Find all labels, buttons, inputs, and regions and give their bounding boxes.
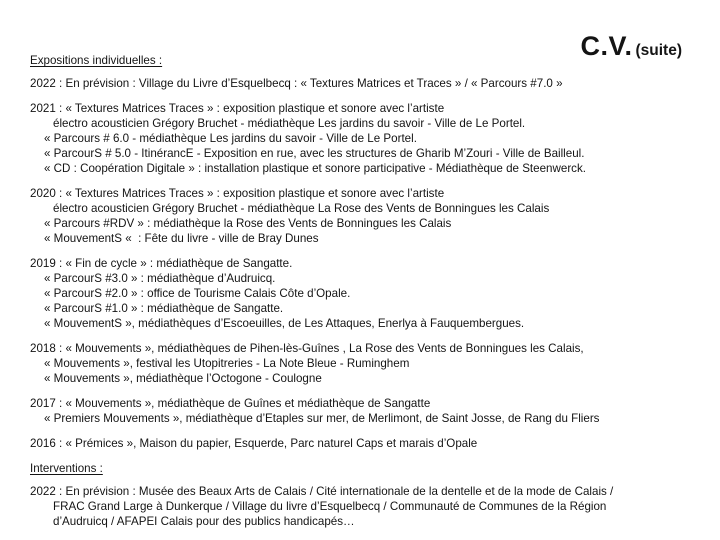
cv-line: FRAC Grand Large à Dunkerque / Village du livre d’Esquelbecq / Communauté de Communes de la Région <box>53 500 607 513</box>
cv-line: 2020 : « Textures Matrices Traces » : exposition plastique et sonore avec l’artiste <box>30 187 445 200</box>
cv-line: « Premiers Mouvements », médiathèque d’Etaples sur mer, de Merlimont, de Saint Josse, de Rang du Fliers <box>44 412 600 425</box>
cv-entry-2017 <box>30 396 710 426</box>
cv-line: « MouvementS « : Fête du livre - ville de Bray Dunes <box>44 232 319 245</box>
cv-line: 2022 : En prévision : Village du Livre d’Esquelbecq : « Textures Matrices et Traces » / « Parcours #7.0 » <box>30 77 563 90</box>
cv-line: 2016 : « Prémices », Maison du papier, Esquerde, Parc naturel Caps et marais d’Opale <box>30 437 478 450</box>
page-title <box>580 31 682 62</box>
cv-entry-2022 <box>30 484 710 529</box>
cv-content <box>30 53 710 529</box>
cv-line: « Parcours # 6.0 - médiathèque Les jardins du savoir - Ville de Le Portel. <box>44 132 417 145</box>
cv-section <box>30 53 710 451</box>
cv-line: « ParcourS #2.0 » : office de Tourisme Calais Côte d’Opale. <box>44 287 351 300</box>
cv-entry-2016 <box>30 436 710 451</box>
cv-line: « ParcourS #3.0 » : médiathèque d’Audruicq. <box>44 272 276 285</box>
cv-line: 2018 : « Mouvements », médiathèques de Pihen-lès-Guînes , La Rose des Vents de Bonningues les Calais, <box>30 342 584 355</box>
cv-title-main: C.V. <box>580 31 633 61</box>
cv-line: « ParcourS #1.0 » : médiathèque de Sangatte. <box>44 302 284 315</box>
cv-title-suffix: (suite) <box>635 42 682 59</box>
cv-entry-2021 <box>30 101 710 176</box>
cv-entry-2019 <box>30 256 710 331</box>
cv-line: « Parcours #RDV » : médiathèque la Rose des Vents de Bonningues les Calais <box>44 217 452 230</box>
cv-line: « ParcourS # 5.0 - ItinérancE - Exposition en rue, avec les structures de Gharib M’Zouri - Ville de Bailleul. <box>44 147 585 160</box>
cv-line: « CD : Coopération Digitale » : installation plastique et sonore participative - Médiathèque de Steenwerck. <box>44 162 586 175</box>
cv-line: 2022 : En prévision : Musée des Beaux Arts de Calais / Cité internationale de la dentelle et de la mode de Calais / <box>30 485 614 498</box>
cv-line: « MouvementS », médiathèques d’Escoeuilles, de Les Attaques, Enerlya à Fauquembergues. <box>44 317 525 330</box>
cv-entry-2022 <box>30 76 710 91</box>
cv-entry-2020 <box>30 186 710 246</box>
section-heading: Expositions individuelles : <box>30 54 163 67</box>
cv-line: électro acousticien Grégory Bruchet - médiathèque La Rose des Vents de Bonningues les Calais <box>53 202 550 215</box>
cv-line: « Mouvements », médiathèque l’Octogone - Coulogne <box>44 372 322 385</box>
cv-section <box>30 461 710 529</box>
cv-line: « Mouvements », festival les Utopitreries - La Note Bleue - Ruminghem <box>44 357 410 370</box>
cv-entry-2018 <box>30 341 710 386</box>
section-heading: Interventions : <box>30 462 103 475</box>
cv-line: 2019 : « Fin de cycle » : médiathèque de Sangatte. <box>30 257 293 270</box>
cv-line: 2021 : « Textures Matrices Traces » : exposition plastique et sonore avec l’artiste <box>30 102 445 115</box>
cv-line: électro acousticien Grégory Bruchet - médiathèque Les jardins du savoir - Ville de Le Portel. <box>53 117 526 130</box>
cv-line: 2017 : « Mouvements », médiathèque de Guînes et médiathèque de Sangatte <box>30 397 431 410</box>
cv-line: d’Audruicq / AFAPEI Calais pour des publics handicapés… <box>53 515 355 528</box>
